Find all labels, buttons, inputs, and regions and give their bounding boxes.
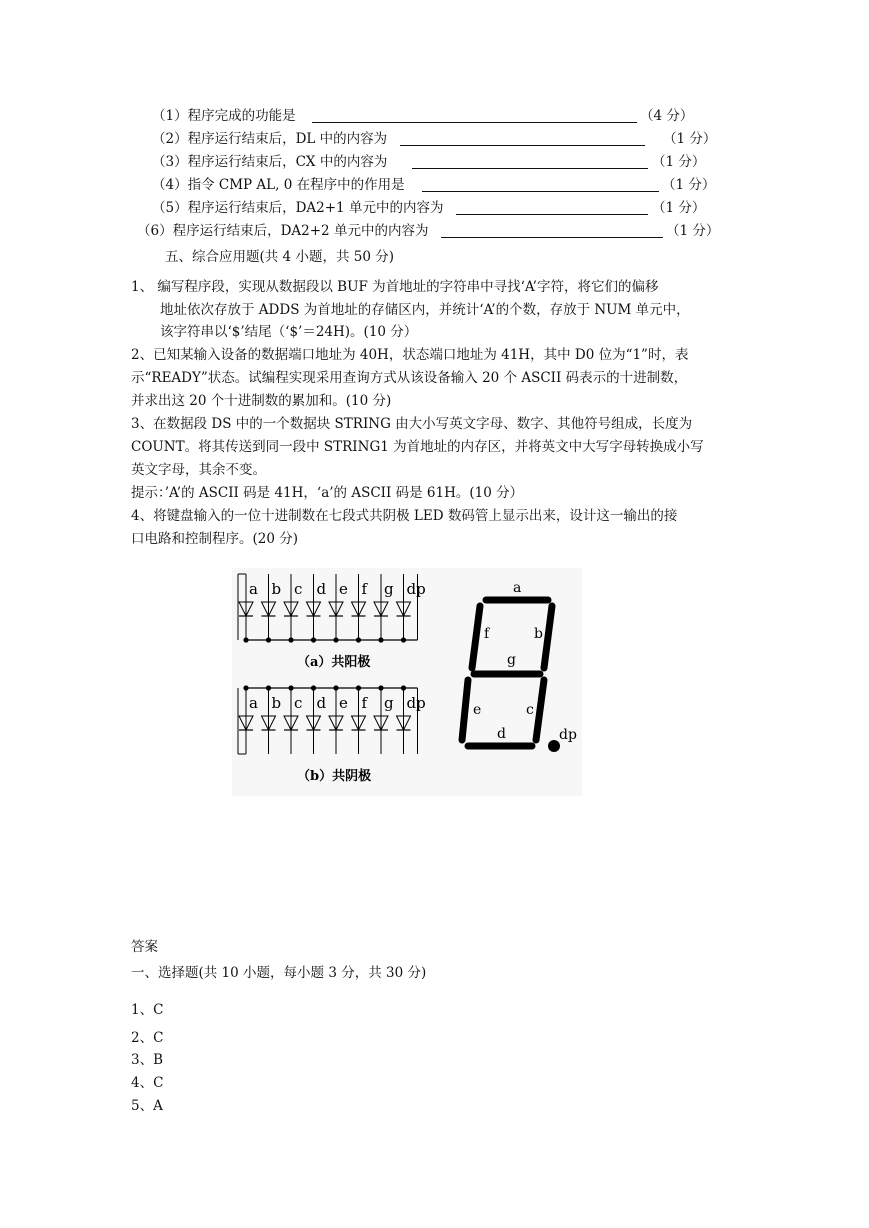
- seg-label-g: g: [507, 652, 516, 668]
- q4-item-2-score: （1 分）: [663, 131, 717, 147]
- s5-q4-line2: 口电路和控制程序。(20 分): [131, 531, 299, 547]
- q4-item-1-score: （4 分）: [640, 108, 694, 124]
- junction-dot: [311, 637, 316, 642]
- segment-pin-label: c: [294, 580, 303, 598]
- segment-pin-label: e: [339, 580, 348, 598]
- q4-item-6-text: （6）程序运行结束后，DA2+2 单元中的内容为: [137, 223, 429, 239]
- answer-blank[interactable]: [456, 200, 648, 215]
- junction-dot: [356, 637, 361, 642]
- seg-label-d: d: [497, 726, 506, 742]
- q4-item-5-score: （1 分）: [652, 200, 706, 216]
- answer-item: 1、C: [131, 1002, 164, 1018]
- q4-item-3-text: （3）程序运行结束后，CX 中的内容为: [152, 154, 388, 170]
- junction-dot: [266, 637, 271, 642]
- s5-q2-line1: 2、已知某输入设备的数据端口地址为 40H，状态端口地址为 41H，其中 D0 位为“1”时，表: [131, 347, 689, 363]
- s5-q1-line1: 1、 编写程序段，实现从数据段以 BUF 为首地址的字符串中寻找‘A’字符，将它们的偏移: [131, 279, 659, 295]
- section5-heading: 五、综合应用题(共 4 小题，共 50 分): [165, 249, 394, 265]
- q4-item-4-text: （4）指令 CMP AL, 0 在程序中的作用是: [152, 177, 405, 193]
- junction-dot: [311, 685, 316, 690]
- seg-label-c: c: [526, 702, 534, 718]
- segment-pin-label: a: [249, 694, 258, 712]
- answer-item: 4、C: [131, 1075, 164, 1091]
- segment-pin-label: g: [384, 694, 394, 712]
- junction-dot: [243, 637, 248, 642]
- answer-item: 5、A: [131, 1098, 163, 1114]
- segment-pin-label: a: [249, 580, 258, 598]
- junction-dot: [266, 685, 271, 690]
- seg-label-f: f: [484, 626, 490, 642]
- led-figure: [232, 568, 582, 796]
- junction-dot: [333, 637, 338, 642]
- caption-common-anode: （a）共阳极: [297, 655, 371, 670]
- segment-pin-label: dp: [406, 580, 426, 598]
- segment-pin-label: g: [384, 580, 394, 598]
- segment-pin-label: d: [316, 694, 327, 712]
- junction-dot: [356, 685, 361, 690]
- segment-pin-label: f: [361, 694, 368, 712]
- seg-label-dp: dp: [559, 727, 577, 743]
- junction-dot: [378, 637, 383, 642]
- segment-pin-label: b: [271, 694, 282, 712]
- answers-section1: 一、选择题(共 10 小题，每小题 3 分，共 30 分): [131, 965, 427, 981]
- q4-item-4-score: （1 分）: [662, 177, 716, 193]
- answer-blank[interactable]: [412, 154, 648, 169]
- s5-q4-line1: 4、将键盘输入的一位十进制数在七段式共阴极 LED 数码管上显示出来，设计这一输出的接: [131, 508, 678, 524]
- segment-pin-label: f: [361, 580, 368, 598]
- q4-item-2-text: （2）程序运行结束后，DL 中的内容为: [152, 131, 388, 147]
- segment-pin-label: c: [294, 694, 303, 712]
- s5-q1-line3: 该字符串以‘$’结尾（‘$’＝24H)。(10 分）: [160, 324, 418, 340]
- answer-blank[interactable]: [400, 131, 645, 146]
- s5-q3-line2: COUNT。将其传送到同一段中 STRING1 为首地址的内存区，并将英文中大写字母转换成小写: [131, 439, 704, 455]
- answer-blank[interactable]: [441, 223, 663, 238]
- s5-q1-line2: 地址依次存放于 ADDS 为首地址的存储区内，并统计‘A’的个数，存放于 NUM 单元中，: [160, 302, 690, 318]
- junction-dot: [243, 685, 248, 690]
- junction-dot: [401, 685, 406, 690]
- junction-dot: [288, 637, 293, 642]
- answer-blank[interactable]: [422, 177, 659, 192]
- caption-common-cathode: （b）共阴极: [297, 769, 372, 784]
- junction-dot: [401, 637, 406, 642]
- junction-dot: [378, 685, 383, 690]
- seg-label-e: e: [473, 702, 482, 718]
- segment-pin-label: d: [316, 580, 327, 598]
- q4-item-3-score: （1 分）: [652, 154, 706, 170]
- seg-label-b: b: [534, 626, 543, 642]
- s5-q3-line1: 3、在数据段 DS 中的一个数据块 STRING 由大小写英文字母、数字、其他符号组成，长度为: [131, 416, 693, 432]
- answers-title: 答案: [131, 939, 158, 955]
- seg-label-a: a: [513, 580, 522, 596]
- segment-pin-label: dp: [406, 694, 426, 712]
- junction-dot: [288, 685, 293, 690]
- s5-q3-line3: 英文字母，其余不变。: [131, 462, 266, 478]
- q4-item-5-text: （5）程序运行结束后，DA2+1 单元中的内容为: [152, 200, 444, 216]
- answer-item: 2、C: [131, 1030, 164, 1046]
- junction-dot: [333, 685, 338, 690]
- q4-item-1-text: （1）程序完成的功能是: [152, 108, 296, 124]
- led-diagram: [232, 568, 582, 796]
- segment-pin-label: b: [271, 580, 282, 598]
- segment-pin-label: e: [339, 694, 348, 712]
- answer-item: 3、B: [131, 1052, 164, 1068]
- q4-item-6-score: （1 分）: [666, 223, 720, 239]
- s5-q2-line3: 并求出这 20 个十进制数的累加和。(10 分): [131, 393, 392, 409]
- s5-q2-line2: 示“READY”状态。试编程实现采用查询方式从该设备输入 20 个 ASCII 码表示的十进制数，: [131, 370, 688, 386]
- s5-q3-hint: 提示：’A’的 ASCII 码是 41H，‘a’的 ASCII 码是 61H。(10 分）: [131, 485, 524, 501]
- answer-blank[interactable]: [312, 108, 637, 123]
